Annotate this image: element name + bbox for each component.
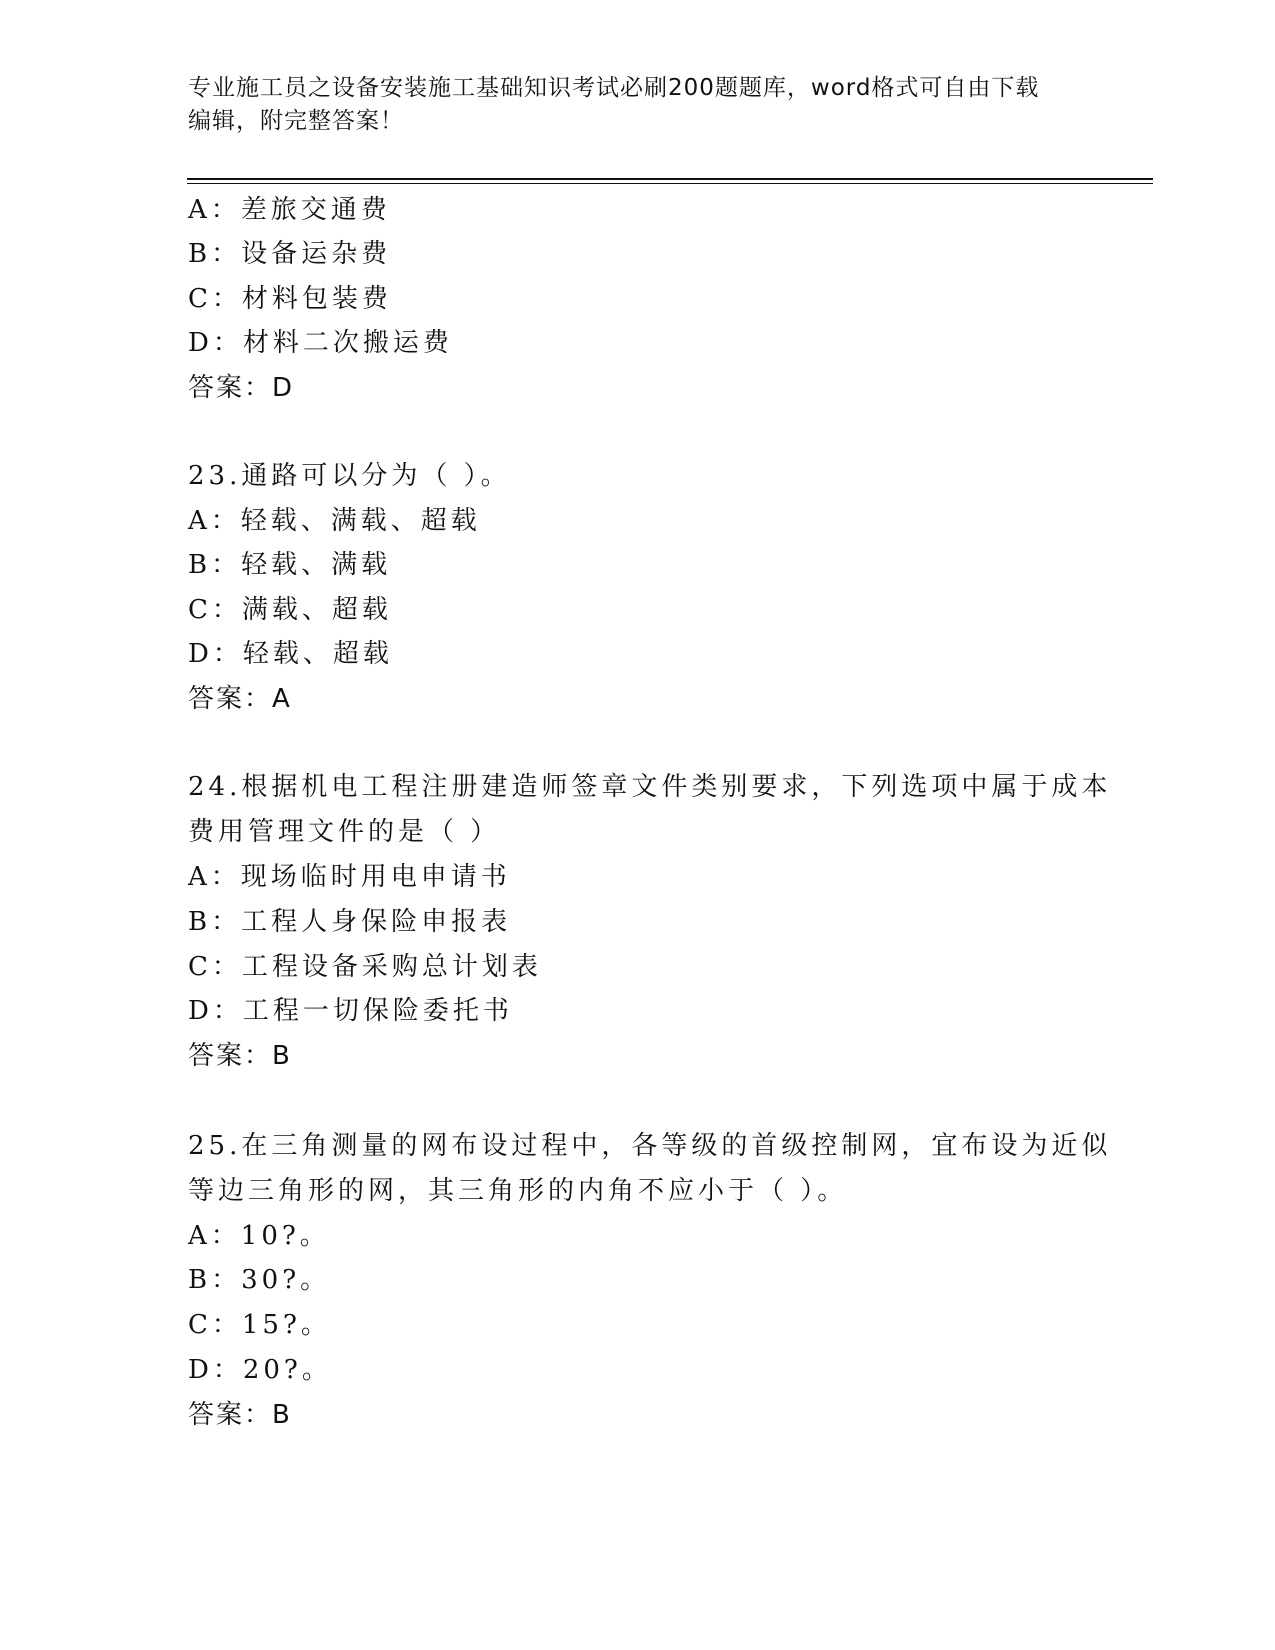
answer: 答案：D [188, 373, 295, 403]
question-25-stem-line-2: 等边三角形的网，其三角形的内角不应小于（ ）。 [188, 1176, 848, 1206]
document-header [188, 72, 1088, 138]
option-d: D：轻载、超载 [188, 639, 393, 669]
option-d: D：工程一切保险委托书 [188, 996, 513, 1026]
option-d: D：材料二次搬运费 [188, 328, 453, 358]
question-24-stem-line-2: 费用管理文件的是（ ） [188, 817, 501, 847]
option-b: B：工程人身保险申报表 [188, 907, 512, 937]
option-b: B：30?。 [188, 1265, 331, 1295]
option-c: C：材料包装费 [188, 284, 392, 314]
option-a: A：差旅交通费 [188, 195, 391, 225]
option-a: A：轻载、满载、超载 [188, 506, 481, 536]
question-23-stem: 23.通路可以分为（ ）。 [188, 461, 511, 491]
option-c: C：工程设备采购总计划表 [188, 952, 542, 982]
option-c: C：满载、超载 [188, 595, 392, 625]
answer: 答案：B [188, 1041, 292, 1071]
option-a: A：现场临时用电申请书 [188, 862, 511, 892]
option-a: A：10?。 [188, 1221, 330, 1251]
header-divider-bottom [187, 183, 1153, 184]
question-24-stem-line-1: 24.根据机电工程注册建造师签章文件类别要求，下列选项中属于成本 [188, 772, 1112, 802]
answer: 答案：B [188, 1400, 292, 1430]
header-line-1: 专业施工员之设备安装施工基础知识考试必刷200题题库，word格式可自由下载 [188, 75, 1040, 101]
answer: 答案：A [188, 684, 292, 714]
option-c: C：15?。 [188, 1310, 331, 1340]
header-divider-top [187, 178, 1153, 180]
header-line-2: 编辑，附完整答案！ [188, 108, 404, 134]
option-b: B：设备运杂费 [188, 239, 392, 269]
question-25-stem-line-1: 25.在三角测量的网布设过程中，各等级的首级控制网，宜布设为近似 [188, 1131, 1112, 1161]
option-d: D：20?。 [188, 1355, 332, 1385]
option-b: B：轻载、满载 [188, 550, 392, 580]
